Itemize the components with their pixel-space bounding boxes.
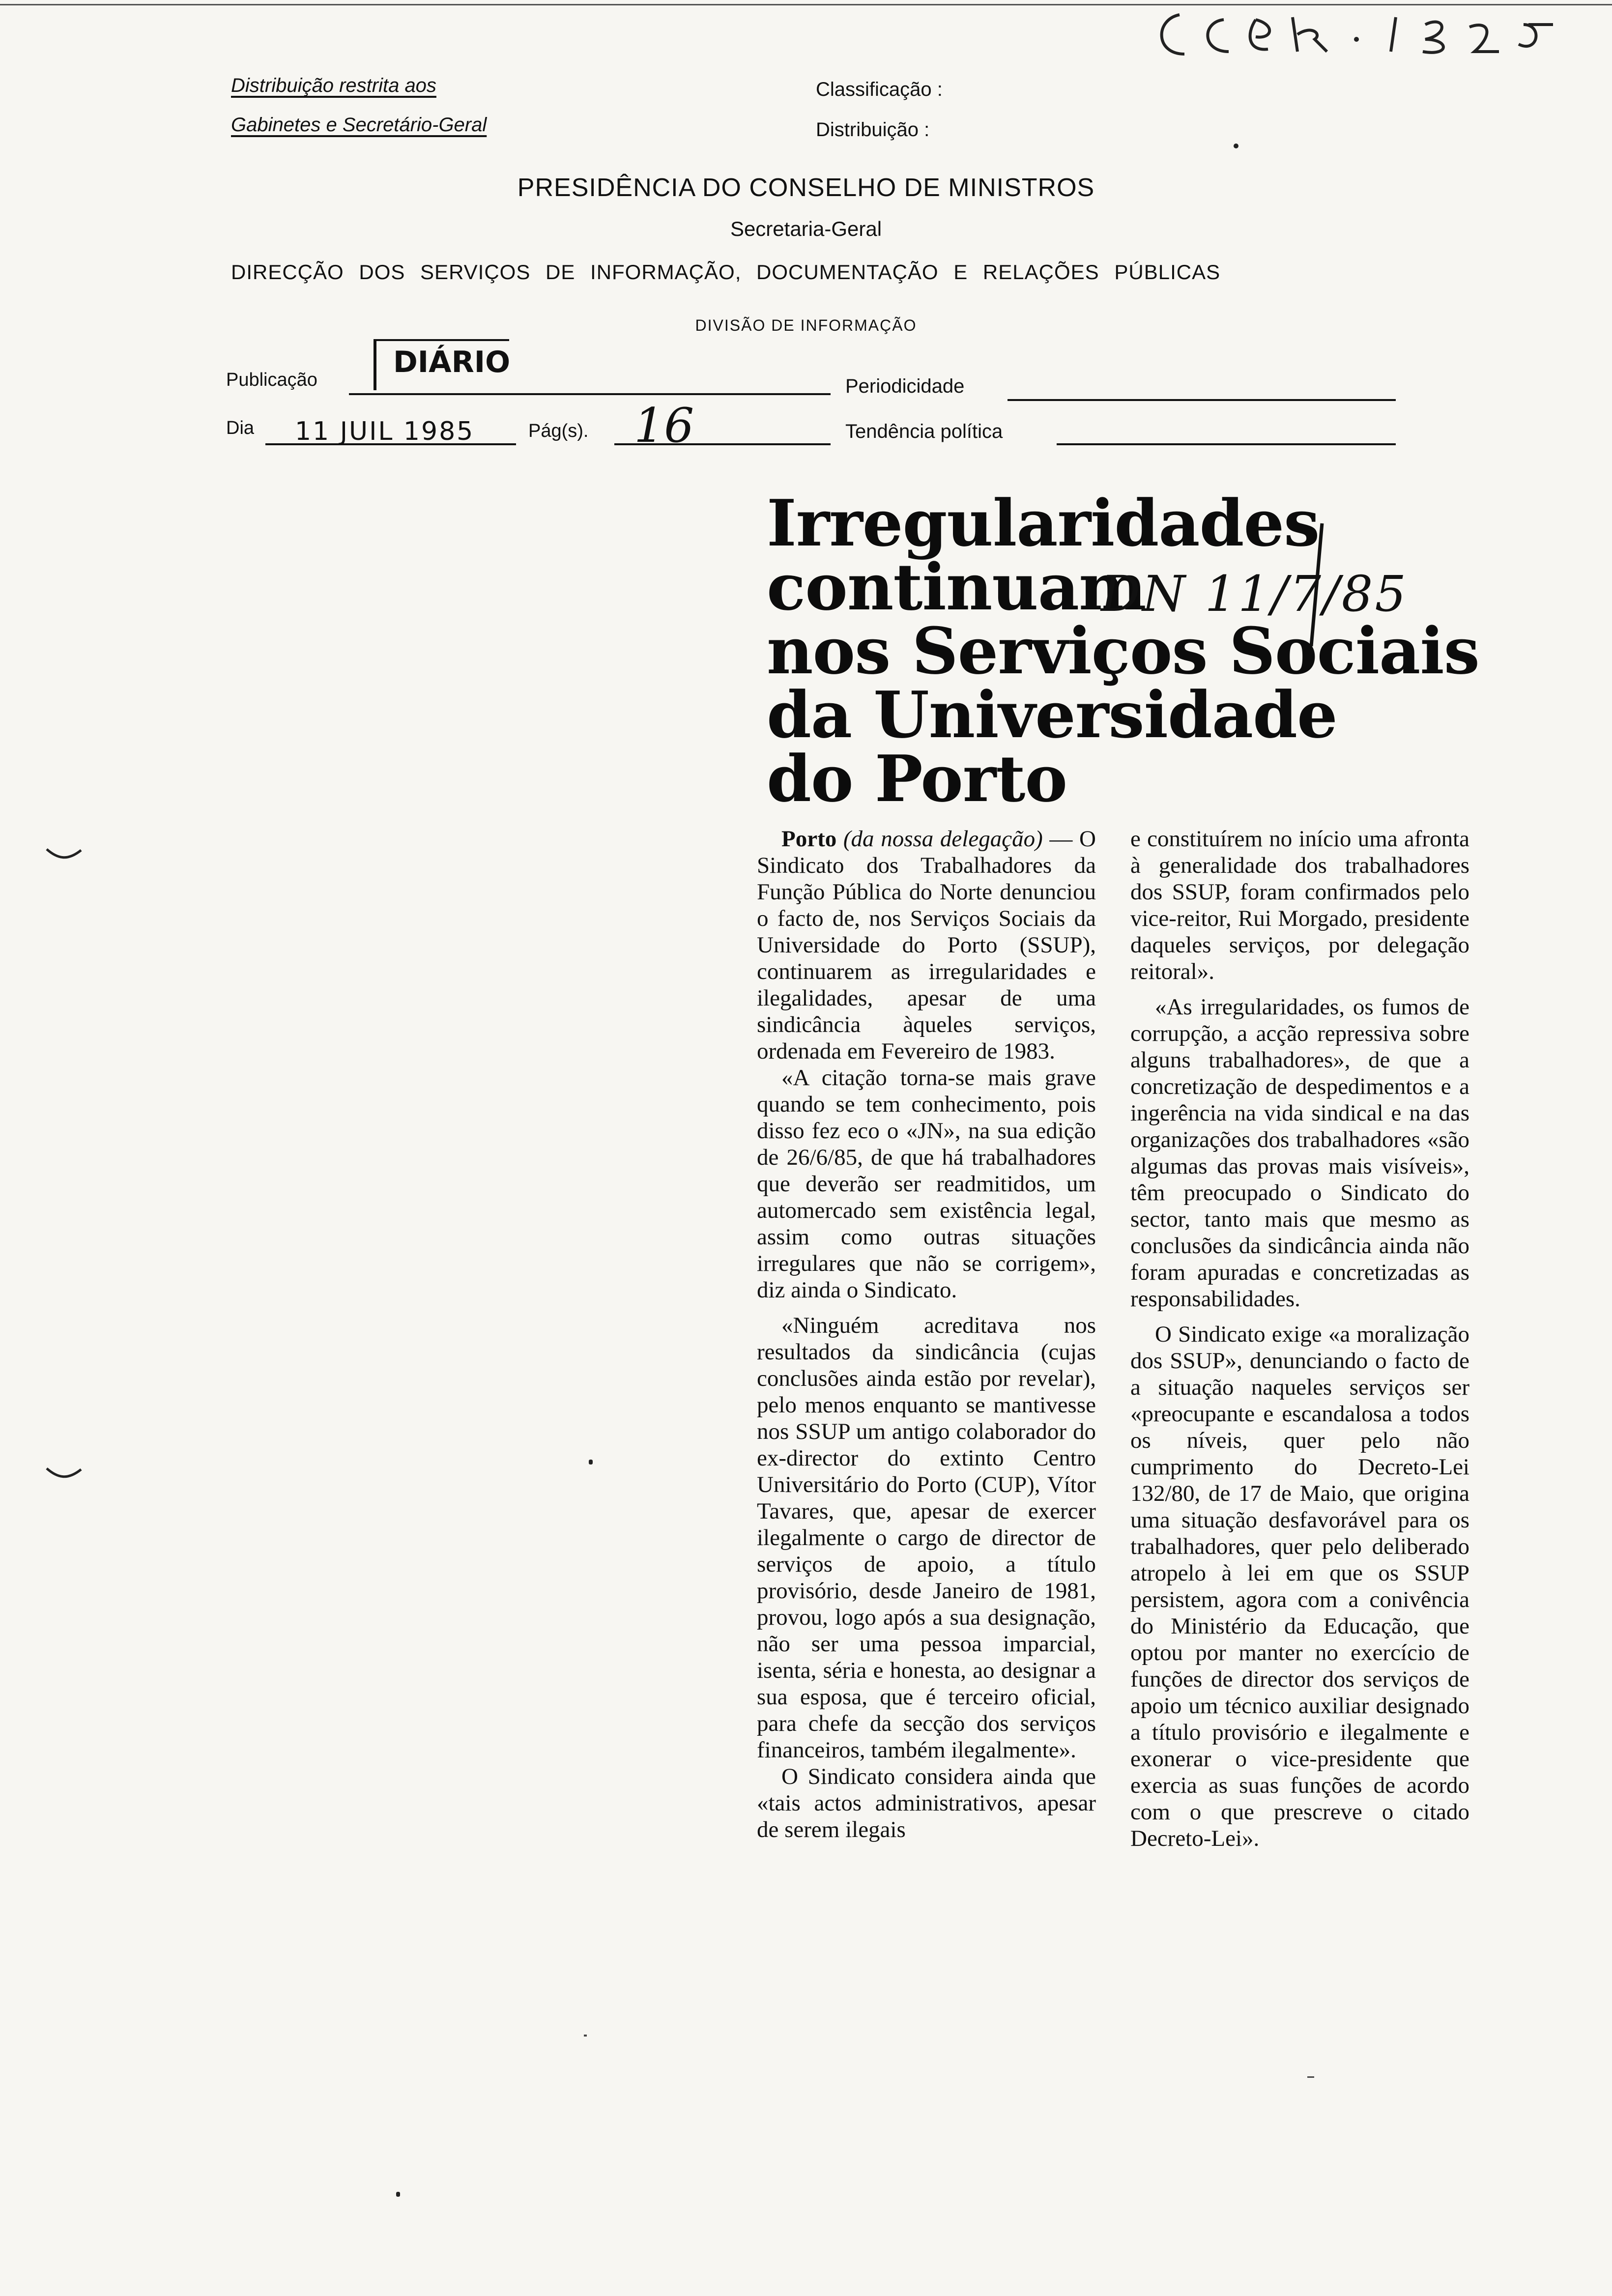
handwritten-reference-scribble [1150,5,1592,64]
margin-tick-mark [44,845,84,865]
article-paragraph: «A citação torna-se mais grave quando se tem conhecimento, pois disso fez eco o «JN», na sua edição de 26/6/85, de que há trabalhadores que deverão ser readmitidos, um automercado sem existência legal, assim como outras situações irregulares que não se corrigem», diz ainda o Sindicato. [757,1065,1096,1303]
political-tendency-label: Tendência política [845,421,1003,442]
distribution-label: Distribuição : [816,119,930,141]
dateline-place: Porto [781,826,837,852]
org-title: PRESIDÊNCIA DO CONSELHO DE MINISTROS [517,173,1095,202]
handwritten-page-mark: DN 11/7/85 [1101,565,1408,623]
article-column-1 [757,826,1096,1843]
speck [589,1460,593,1464]
headline-line-5: do Porto [767,741,1067,816]
headline-line-3: nos Serviços Sociais [767,613,1479,689]
article-paragraph: «As irregularidades, os fumos de corrupção, a acção repressiva sobre alguns trabalhadores», de que a concretização de despedimentos e a ingerência na vida sindical e na das organizações dos trabalhadores «são algumas das provas mais visíveis», têm preocupado o Sindicato do sector, tanto mais que mesmo as conclusões da sindicância ainda não foram apuradas e concretizadas as responsabilidades. [1130,994,1469,1312]
dateline-note: (da nossa delegação) [843,826,1043,852]
article-paragraph: O Sindicato exige «a moralização dos SSUP», denunciando o facto de a situação naqueles serviços ser «preocupante e escandalosa a todos os níveis, quer pelo não cumprimento do Decreto-Lei 132/80, de 17 de Maio, que origina uma situação desfavorável para os trabalhadores, quer pelo deliberado atropelo à lei em que os SSUP persistem, agora com a conivência do Ministério da Educação, que optou por manter no exercício de funções de director dos serviços de apoio um técnico auxiliar designado a título provisório e ilegalmente e exonerar o vice-presidente que exercia as suas funções de acordo com o que prescreve o citado Decreto-Lei». [1130,1321,1469,1851]
article-paragraph: — O Sindicato dos Trabalhadores da Função Pública do Norte denunciou o facto de, nos Serviços Sociais da Universidade do Porto (SSUP), continuarem as irregularidades e ilegalidades, apesar de uma sindicância àqueles serviços, ordenada em Fevereiro de 1983. [757,826,1096,1064]
periodicity-underline [1008,399,1396,401]
pages-value: 16 [634,398,694,453]
headline-line-1: Irregularidades [767,486,1320,561]
article-paragraph: «Ninguém acreditava nos resultados da sindicância (cujas conclusões ainda estão por revelar), pelo menos enquanto se mantivesse nos SSUP um antigo colaborador do ex-director do extinto Centro Universitário do Porto (CUP), Vítor Tavares, que, apesar de exercer ilegalmente o cargo de director de serviços de apoio, a título provisório, desde Janeiro de 1981, provou, logo após a sua designação, não ser uma pessoa imparcial, isenta, séria e honesta, ao designar a sua esposa, que é terceiro oficial, para chefe da secção dos serviços financeiros, também ilegalmente». [757,1313,1096,1763]
article-paragraph: e constituírem no início uma afronta à generalidade dos trabalhadores dos SSUP, foram confirmados pelo vice-reitor, Rui Morgado, presidente daqueles serviços, por delegação reitoral». [1130,826,1469,984]
day-value: 11 JUIL 1985 [295,417,475,446]
margin-tick-mark [44,1464,84,1484]
day-label: Dia [226,418,255,438]
pages-label: Pág(s). [528,421,589,441]
org-subtitle: Secretaria-Geral [730,217,882,240]
dateline-paragraph [757,826,1096,1064]
publication-underline [349,393,831,395]
publication-value: DIÁRIO [393,345,511,379]
headline-line-2: continuam [767,549,1146,625]
periodicity-label: Periodicidade [845,375,965,397]
handwritten-vertical-stroke [1307,521,1327,649]
ink-dot [1234,144,1238,148]
speck [1307,2076,1314,2078]
article-paragraph: O Sindicato considera ainda que «tais actos administrativos, apesar de serem ilegais [757,1764,1096,1842]
speck [396,2192,400,2197]
publication-label: Publicação [226,370,317,390]
distribution-note-line2: Gabinetes e Secretário-Geral [231,114,487,136]
classification-label: Classificação : [816,79,943,100]
speck [584,2035,587,2037]
directorate: DIRECÇÃO DOS SERVIÇOS DE INFORMAÇÃO, DOCUMENTAÇÃO E RELAÇÕES PÚBLICAS [231,260,1221,284]
headline-line-4: da Universidade [767,677,1337,752]
political-tendency-underline [1057,443,1396,445]
division: DIVISÃO DE INFORMAÇÃO [695,316,917,334]
distribution-note-line1: Distribuição restrita aos [231,75,436,96]
article-column-2 [1130,826,1469,1852]
